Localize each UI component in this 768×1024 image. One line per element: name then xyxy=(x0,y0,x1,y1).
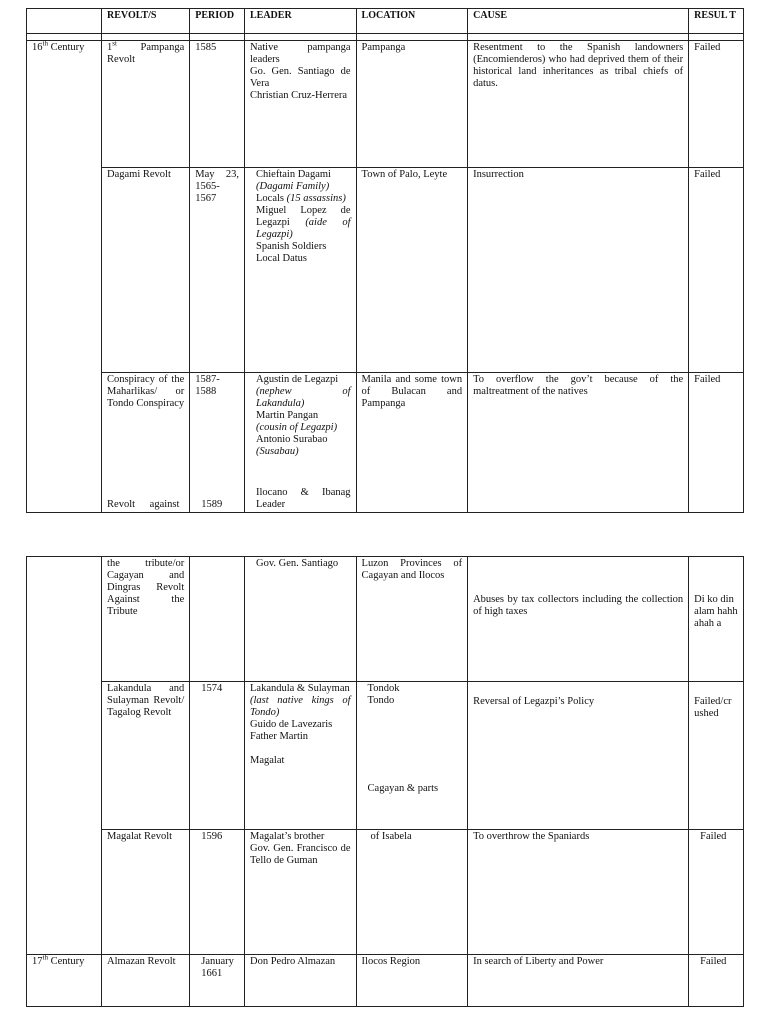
revolt-name: 1st Pampanga Revolt xyxy=(102,41,190,168)
header-leader: LEADER xyxy=(245,9,357,34)
period-cell xyxy=(190,557,245,682)
continued-leader: Ilocano & Ibanag Leader xyxy=(256,487,351,510)
century-label: 17th Century xyxy=(32,953,85,967)
result-cell: Di ko din alam hahhahah a xyxy=(689,557,744,682)
table-row xyxy=(27,830,744,955)
cause-cell: To overthrow the Spaniards xyxy=(468,830,689,955)
location-cell: of Isabela xyxy=(356,830,468,955)
table-row xyxy=(27,955,744,1007)
header-century xyxy=(27,9,102,34)
leader-cell: Lakandula & Sulayman (last native kings of Tondo) Guido de Lavezaris Father Martin Magalat xyxy=(245,682,357,830)
revolt-name: Almazan Revolt xyxy=(102,955,190,1007)
table-row xyxy=(27,41,744,168)
result-cell: Failed xyxy=(689,168,744,373)
result-cell: Failed xyxy=(689,41,744,168)
century-label: 16th Century xyxy=(32,39,85,53)
revolt-name: Conspiracy of the Maharlikas/ or Tondo Conspiracy Revolt against xyxy=(102,373,190,513)
header-location: LOCATION xyxy=(356,9,468,34)
period-cell: May 23, 1565-1567 xyxy=(190,168,245,373)
location-cell: Pampanga xyxy=(356,41,468,168)
result-cell: Failed xyxy=(689,373,744,513)
revolt-name: Dagami Revolt xyxy=(102,168,190,373)
cause-cell: Insurrection xyxy=(468,168,689,373)
location-cell: Ilocos Region xyxy=(356,955,468,1007)
location-cell: Town of Palo, Leyte xyxy=(356,168,468,373)
table-row xyxy=(27,373,744,513)
cause-cell: In search of Liberty and Power xyxy=(468,955,689,1007)
revolt-name: Lakandula and Sulayman Revolt/ Tagalog Revolt xyxy=(102,682,190,830)
cause-cell: Resentment to the Spanish landowners (Encomienderos) who had deprived them of their historical land inheritances as tribal chiefs of datus. xyxy=(468,41,689,168)
location-cell: Manila and some town of Bulacan and Pampanga xyxy=(356,373,468,513)
location-cell: Tondok Tondo Cagayan & parts xyxy=(356,682,468,830)
leader-cell: Agustin de Legazpi (nephew of Lakandula) Martin Pangan (cousin of Legazpi) Antonio Surabao (Susabau) Ilocano & Ibanag Leader xyxy=(245,373,357,513)
cause-cell: To overflow the gov’t because of the maltreatment of the natives xyxy=(468,373,689,513)
location-cell: Luzon Provinces of Cagayan and Ilocos xyxy=(356,557,468,682)
revolt-name: Magalat Revolt xyxy=(102,830,190,955)
century-cell xyxy=(27,41,102,513)
header-row xyxy=(27,9,744,34)
period-cell: 1596 xyxy=(190,830,245,955)
century-cell xyxy=(27,955,102,1007)
century-cell xyxy=(27,557,102,955)
leader-cell: Gov. Gen. Santiago xyxy=(245,557,357,682)
revolts-table-page-1 xyxy=(26,8,744,513)
result-cell: Failed xyxy=(689,830,744,955)
continued-leader: Magalat xyxy=(250,755,285,766)
period-cell: 1574 xyxy=(190,682,245,830)
spacer-row xyxy=(27,34,744,41)
period-cell: 1587-1588 1589 xyxy=(190,373,245,513)
header-revolt: REVOLT/S xyxy=(102,9,190,34)
leader-cell: Don Pedro Almazan xyxy=(245,955,357,1007)
table-row xyxy=(27,682,744,830)
leader-cell: Native pampanga leaders Go. Gen. Santiago de Vera Christian Cruz-Herrera xyxy=(245,41,357,168)
continued-location: Cagayan & parts xyxy=(367,783,439,794)
leader-cell: Magalat’s brother Gov. Gen. Francisco de Tello de Guman xyxy=(245,830,357,955)
result-cell: Failed/cr ushed xyxy=(689,682,744,830)
continued-period: 1589 xyxy=(201,499,223,510)
continued-revolt: Revolt against xyxy=(107,499,180,510)
header-period: PERIOD xyxy=(190,9,245,34)
revolt-name: the tribute/or Cagayan and Dingras Revolt Against the Tribute xyxy=(102,557,190,682)
header-cause: CAUSE xyxy=(468,9,689,34)
cause-cell: Abuses by tax collectors including the collection of high taxes xyxy=(468,557,689,682)
period-cell: January 1661 xyxy=(190,955,245,1007)
table-row xyxy=(27,557,744,682)
revolts-table-page-2 xyxy=(26,556,744,1007)
table-row xyxy=(27,168,744,373)
header-result: RESUL T xyxy=(689,9,744,34)
result-cell: Failed xyxy=(689,955,744,1007)
cause-cell: Reversal of Legazpi’s Policy xyxy=(468,682,689,830)
period-cell: 1585 xyxy=(190,41,245,168)
leader-cell: Chieftain Dagami (Dagami Family) Locals (15 assassins) Miguel Lopez de Legazpi (aide of Legazpi) Spanish Soldiers Local Datus xyxy=(245,168,357,373)
